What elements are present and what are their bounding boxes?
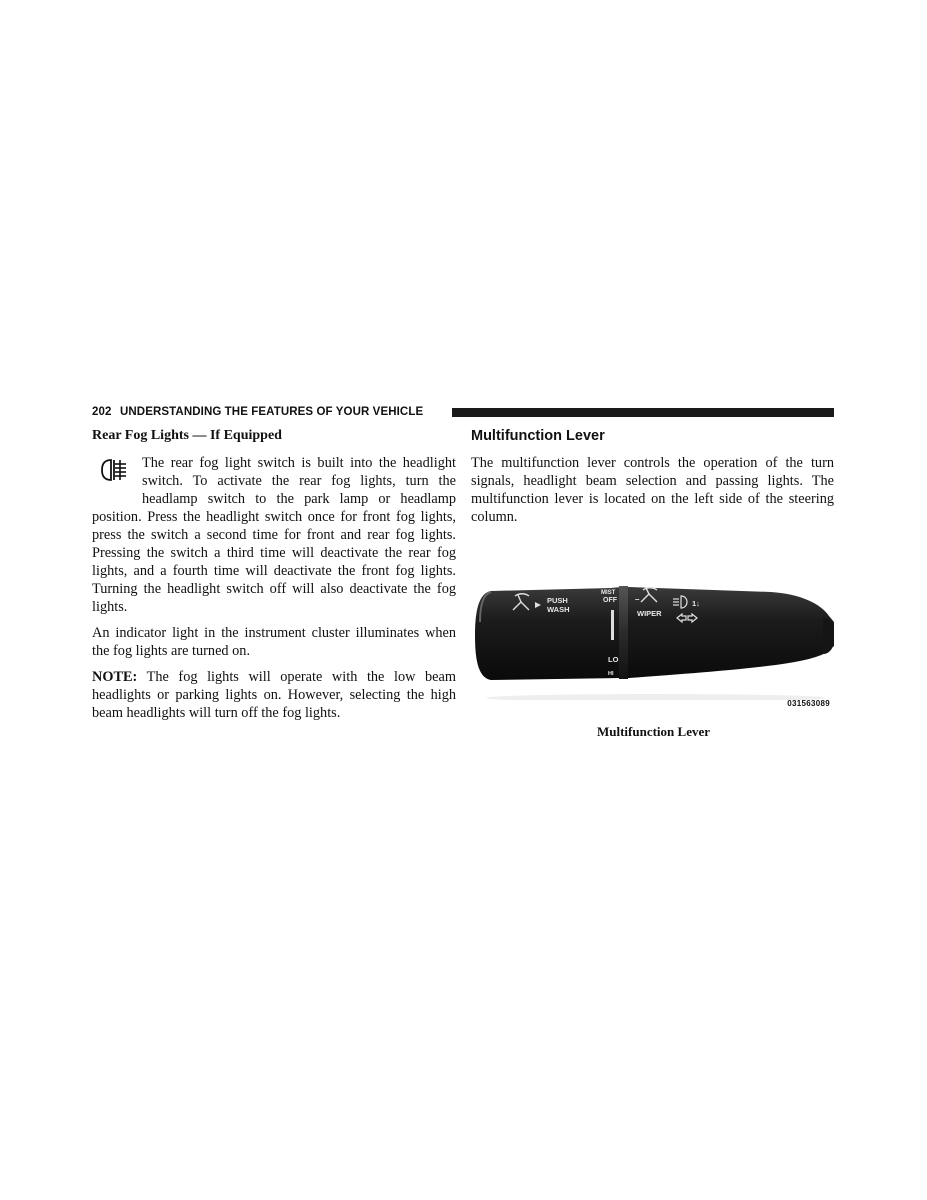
- page-number: 202: [92, 406, 112, 418]
- svg-text:PUSH: PUSH: [547, 596, 568, 605]
- svg-text:1↓: 1↓: [692, 599, 700, 608]
- note-label: NOTE:: [92, 669, 138, 685]
- rear-fog-paragraph: [92, 454, 456, 616]
- section-title: UNDERSTANDING THE FEATURES OF YOUR VEHICLE: [120, 406, 424, 418]
- rear-fog-light-icon: [92, 454, 136, 496]
- multifunction-paragraph: The multifunction lever controls the operation of the turn signals, headlight beam selection and passing lights. The multifunction lever is located on the left side of the steering column.: [471, 455, 834, 525]
- note-paragraph: [92, 668, 456, 722]
- right-column: [471, 426, 834, 740]
- svg-text:–: –: [635, 595, 640, 604]
- header-rule: [452, 408, 834, 417]
- multifunction-lever-image: [471, 582, 834, 700]
- multifunction-heading: Multifunction Lever: [471, 428, 605, 444]
- svg-text:LO: LO: [608, 655, 619, 664]
- figure-id: 031563089: [787, 699, 830, 708]
- svg-text:MIST: MIST: [601, 590, 616, 596]
- svg-text:HI: HI: [608, 671, 614, 677]
- figure-caption: Multifunction Lever: [596, 724, 710, 739]
- page-header: [92, 405, 834, 421]
- svg-text:WASH: WASH: [547, 605, 570, 614]
- svg-text:OFF: OFF: [603, 597, 617, 604]
- note-text: The fog lights will operate with the low beam headlights or parking lights on. However, selecting the high beam headlights will turn off the fog lights.: [92, 669, 456, 721]
- multifunction-lever-figure: [471, 582, 834, 708]
- left-column: [92, 426, 456, 730]
- rear-fog-text: The rear fog light switch is built into the headlight switch. To activate the rear fog lights, turn the headlamp switch to the park lamp or headlamp position. Press the headlight switch once for front fog lights, press the switch a second time for front and rear fog lights. Pressing the switch a third time will deactivate the rear fog lights, and a fourth time will deactivate the front fog lights. Turning the headlight switch off will also deactivate the fog lights.: [92, 455, 456, 615]
- svg-text:WIPER: WIPER: [637, 609, 662, 618]
- rear-fog-heading: Rear Fog Lights — If Equipped: [92, 428, 282, 443]
- indicator-paragraph: An indicator light in the instrument cluster illuminates when the fog lights are turned on.: [92, 625, 456, 659]
